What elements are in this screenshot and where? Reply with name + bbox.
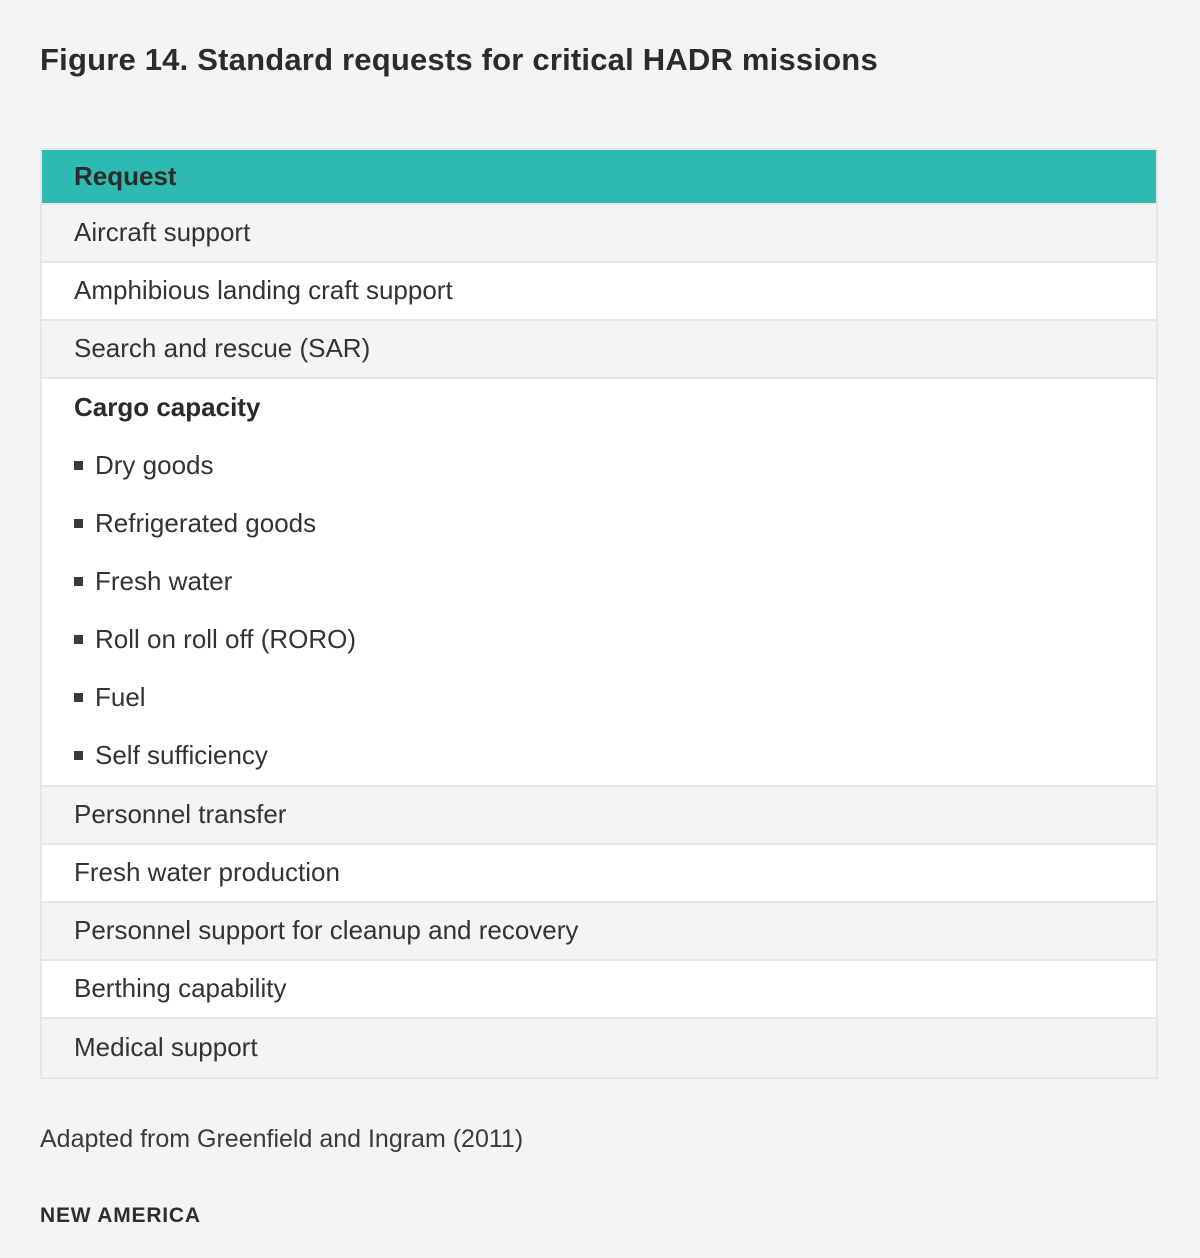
cargo-group-item-label: Fuel [95,682,146,713]
page-title: Figure 14. Standard requests for critical HADR missions [40,42,878,77]
table-row-label: Personnel support for cleanup and recovery [74,915,579,946]
cargo-capacity-group [42,379,1156,787]
table-row-label: Berthing capability [74,973,287,1004]
cargo-group-item [42,611,1156,669]
source-note: Adapted from Greenfield and Ingram (2011) [40,1124,524,1153]
cargo-group-item [42,437,1156,495]
cargo-group-item [42,553,1156,611]
table-row-label: Search and rescue (SAR) [74,333,371,364]
table-header-label: Request [74,160,177,191]
cargo-group-heading-label: Cargo capacity [74,392,261,423]
cargo-group-item-label: Fresh water [95,566,233,597]
cargo-group-heading [42,379,1156,437]
cargo-group-item [42,495,1156,553]
square-bullet-icon [74,461,83,470]
square-bullet-icon [74,693,83,702]
requests-table [40,148,1158,1079]
table-row [42,845,1156,903]
table-row [42,205,1156,263]
cargo-group-item-label: Dry goods [95,450,214,481]
cargo-group-item [42,727,1156,785]
table-header-row [42,150,1156,205]
table-row-label: Fresh water production [74,857,340,888]
table-row [42,903,1156,961]
square-bullet-icon [74,635,83,644]
table-row [42,961,1156,1019]
square-bullet-icon [74,519,83,528]
cargo-group-item-label: Self sufficiency [95,740,268,771]
table-row-label: Aircraft support [74,217,251,248]
table-row-label: Medical support [74,1032,258,1063]
cargo-group-item-label: Refrigerated goods [95,508,317,539]
cargo-group-item [42,669,1156,727]
table-row [42,787,1156,845]
square-bullet-icon [74,751,83,760]
cargo-group-item-label: Roll on roll off (RORO) [95,624,357,655]
table-row [42,321,1156,379]
table-row [42,1019,1156,1077]
table-row-label: Personnel transfer [74,799,287,830]
brand-logo: NEW AMERICA [40,1203,201,1227]
table-row [42,263,1156,321]
table-row-label: Amphibious landing craft support [74,275,453,306]
square-bullet-icon [74,577,83,586]
